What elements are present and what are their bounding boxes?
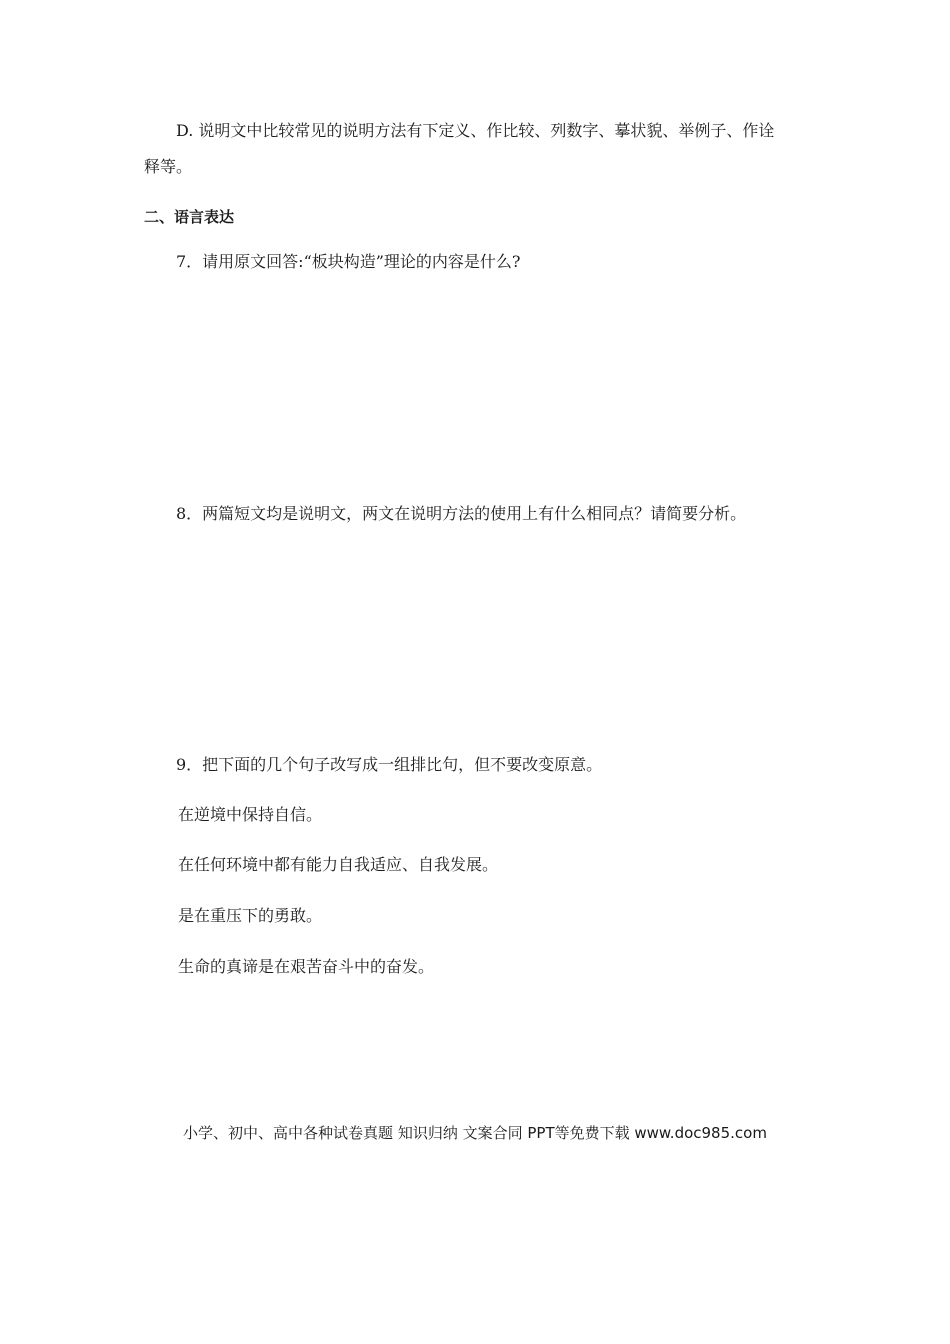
sentence-3: 是在重压下的勇敢。 (178, 906, 323, 925)
question-7: 7．请用原文回答:“板块构造”理论的内容是什么? (176, 252, 521, 271)
option-d-line-1: D. 说明文中比较常见的说明方法有下定义、作比较、列数字、摹状貌、举例子、作诠 (176, 121, 775, 140)
sentence-2: 在任何环境中都有能力自我适应、自我发展。 (178, 855, 499, 874)
section-heading: 二、语言表达 (144, 208, 235, 226)
footer-text: 小学、初中、高中各种试卷真题 知识归纳 文案合同 PPT等免费下载 www.doc985.com (183, 1124, 767, 1142)
option-d-line-2: 释等。 (144, 157, 193, 176)
sentence-1: 在逆境中保持自信。 (178, 805, 323, 824)
question-9: 9．把下面的几个句子改写成一组排比句，但不要改变原意。 (176, 755, 603, 774)
sentence-4: 生命的真谛是在艰苦奋斗中的奋发。 (178, 957, 435, 976)
question-8: 8．两篇短文均是说明文，两文在说明方法的使用上有什么相同点？请简要分析。 (176, 504, 747, 523)
